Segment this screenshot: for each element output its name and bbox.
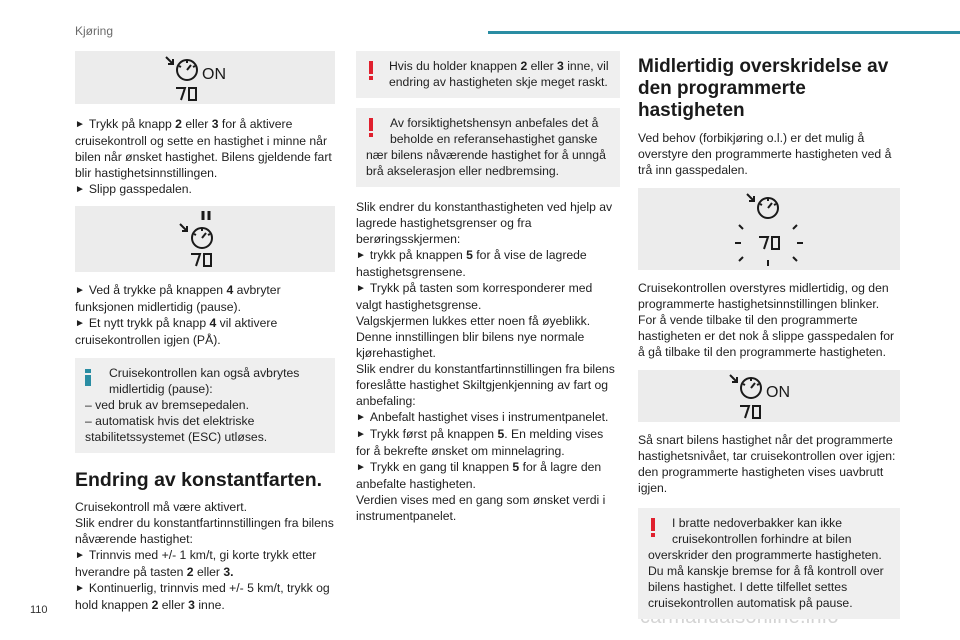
warning-icon — [368, 61, 374, 81]
header-rule — [488, 31, 960, 34]
section-heading-endring: Endring av konstantfarten. — [75, 469, 323, 491]
on-label: ON — [202, 65, 226, 83]
warning-note-1: Hvis du holder knappen 2 eller 3 inne, vil endring av hastigheten skje meget raskt. — [356, 51, 620, 98]
page-number: 110 — [30, 604, 48, 616]
col2-p3: ► Trykk på tasten som korresponderer med valgt hastighetsgrense. — [356, 281, 593, 312]
warning-icon — [650, 518, 656, 538]
col2-p2: ► trykk på knappen 5 for å vise de lagrede hastighetsgrensene. — [356, 248, 587, 279]
cruise-pause-illustration — [75, 206, 335, 272]
section-heading-midlertidig: Midlertidig overskridelse av den programmerte hastigheten — [638, 56, 889, 121]
col1-p3: ► Ved å trykke på knappen 4 avbryter funksjonen midlertidig (pause). — [75, 283, 281, 314]
cruise-on-illustration — [75, 51, 335, 104]
col1-p6: Slik endrer du konstantfartinnstillingen fra bilens nåværende hastighet: — [75, 516, 334, 546]
column-1 — [75, 51, 335, 613]
bullet-arrow-icon: ► — [75, 184, 85, 195]
cruise-control-pause-icon — [175, 208, 235, 270]
col1-p5: Cruisekontroll må være aktivert. — [75, 500, 248, 514]
col2-p5: Slik endrer du konstantfartinnstillingen fra bilens foreslåtte hastighet Skiltgjenkjenning av fart og anbefaling: — [356, 362, 615, 408]
cruise-control-on-icon — [160, 54, 250, 102]
col3-p3: For å vende tilbake til den programmerte hastigheten er det nok å slippe gasspedalen for å gå tilbake til den programmerte hastigheten. — [638, 313, 895, 359]
on-label: ON — [766, 384, 790, 401]
col1-p1: ► Trykk på knapp 2 eller 3 for å aktivere cruisekontroll og sette en hastighet i minne når bilen når ønsket hastighet. Bilens gjeldende fart blir hastighetsinnstillingen. — [75, 117, 332, 180]
bullet-arrow-icon: ► — [75, 318, 85, 329]
bullet-arrow-icon: ► — [356, 412, 366, 423]
col3-p4: Så snart bilens hastighet når det programmerte hastighetsnivået, tar cruisekontrollen over igjen: den programmerte hastigheten vises uavbrutt igjen. — [638, 433, 896, 495]
header-section-label: Kjøring — [75, 24, 114, 38]
warning-note-2: Av forsiktighetshensyn anbefales det å beholde en referansehastighet ganske nær bilens nåværende hastighet for å unngå brå akselerasjon eller nedbremsing. — [356, 108, 620, 187]
col3-p2: Cruisekontrollen overstyres midlertidig, og den programmerte hastighetsinnstillingen blinker. — [638, 281, 889, 311]
col2-p7: ► Trykk først på knappen 5. En melding vises for å bekrefte ønsket om minnelagring. — [356, 427, 604, 458]
bullet-arrow-icon: ► — [356, 283, 366, 294]
bullet-arrow-icon: ► — [75, 119, 85, 130]
bullet-arrow-icon: ► — [356, 250, 366, 261]
col1-p8: ► Kontinuerlig, trinnvis med +/- 5 km/t, trykk og hold knappen 2 eller 3 inne. — [75, 581, 330, 612]
warning-note-3: I bratte nedoverbakker kan ikke cruisekontrollen forhindre at bilen overskrider den programmerte hastigheten. Du må kanskje bremse for å få kontroll over bilens hastighet. I dette tilfellet settes cruisekontrollen automatisk på pause. — [638, 508, 900, 619]
bullet-arrow-icon: ► — [75, 285, 85, 296]
cruise-on-illustration-2 — [638, 370, 900, 422]
col2-p8: ► Trykk en gang til knappen 5 for å lagre den anbefalte hastigheten. — [356, 460, 602, 491]
cruise-override-illustration — [638, 188, 900, 270]
bullet-arrow-icon: ► — [356, 429, 366, 440]
col2-p9: Verdien vises med en gang som ønsket verdi i instrumentpanelet. — [356, 493, 606, 523]
bullet-arrow-icon: ► — [75, 583, 85, 594]
bullet-arrow-icon: ► — [75, 550, 85, 561]
col1-p2: ► Slipp gasspedalen. — [75, 182, 192, 196]
info-icon — [85, 369, 91, 384]
col2-p4: Valgskjermen lukkes etter noen få øyeblikk. Denne innstillingen blir bilens nye normale kjørehastighet. — [356, 314, 591, 360]
cruise-control-override-icon — [729, 190, 809, 268]
column-2 — [356, 51, 620, 524]
column-3 — [638, 56, 900, 619]
col3-p1: Ved behov (forbikjøring o.l.) er det mulig å overstyre den programmerte hastigheten ved å trå inn gasspedalen. — [638, 131, 892, 177]
bullet-arrow-icon: ► — [356, 462, 366, 473]
col2-p1: Slik endrer du konstanthastigheten ved hjelp av lagrede hastighetsgrenser og fra berøringsskjermen: — [356, 200, 613, 246]
col1-p7: ► Trinnvis med +/- 1 km/t, gi korte trykk etter hverandre på tasten 2 eller 3. — [75, 548, 317, 579]
cruise-control-on-icon — [724, 372, 814, 420]
info-note: Cruisekontrollen kan også avbrytes midlertidig (pause): – ved bruk av bremsepedalen. – automatisk hvis det elektriske stabilitetssystemet (ESC) utløses. — [75, 358, 335, 453]
col2-p6: ► Anbefalt hastighet vises i instrumentpanelet. — [356, 410, 609, 424]
col1-p4: ► Et nytt trykk på knapp 4 vil aktivere cruisekontrollen igjen (PÅ). — [75, 316, 278, 347]
warning-icon — [368, 118, 374, 138]
